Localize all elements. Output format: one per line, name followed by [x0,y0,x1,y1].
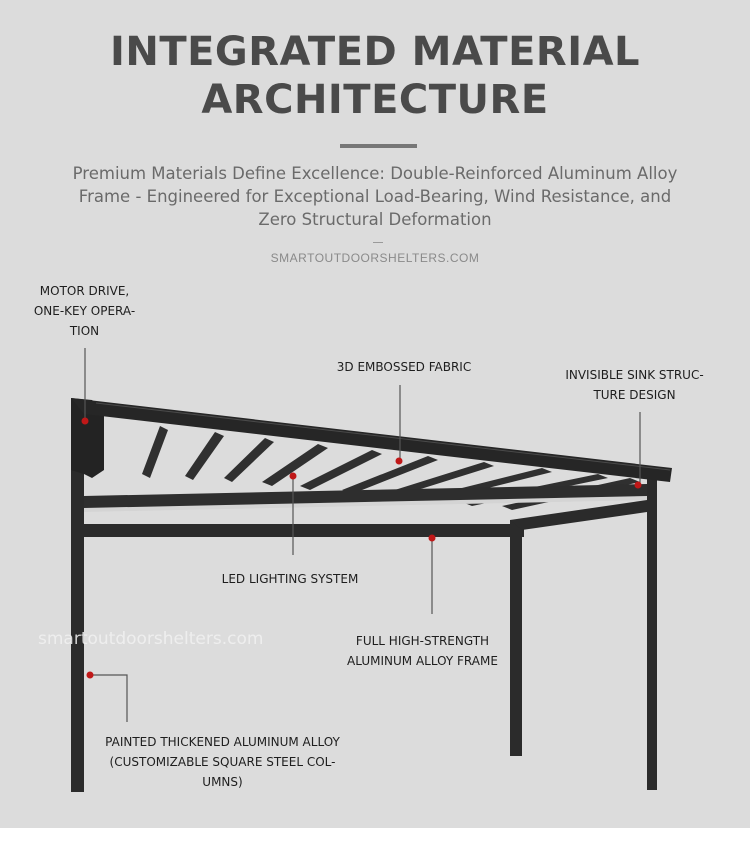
right-column [647,478,657,790]
title-line-2: ARCHITECTURE [201,77,549,123]
marker-motor [82,418,89,425]
callout-led-lighting: LED LIGHTING SYSTEM [221,572,359,586]
marker-frame [429,535,436,542]
callout-embossed-fabric: 3D EMBOSSED FABRIC [336,360,472,374]
subtitle: Premium Materials Define Excellence: Double-Reinforced Aluminum Alloy Frame - Engineered for Exceptional Load-Bearing, Wind Resistance, and Zero Structural Deformation [72,164,678,229]
title-line-1: INTEGRATED MATERIAL [109,29,641,75]
lower-front-beam [84,524,524,537]
callout-aluminum-frame: FULL HIGH-STRENGTH ALUMINUM ALLOY FRAME [347,634,498,668]
callout-sink-structure: INVISIBLE SINK STRUC- TURE DESIGN [565,368,704,402]
callout-column: PAINTED THICKENED ALUMINUM ALLOY (CUSTOMIZABLE SQUARE STEEL COL- UMNS) [105,735,340,789]
website-text: SMARTOUTDOORSHELTERS.COM [270,251,480,265]
marker-sink [635,482,642,489]
callout-motor-drive: MOTOR DRIVE, ONE-KEY OPERA- TION [33,284,136,338]
marker-column [87,672,94,679]
marker-led [290,473,297,480]
marker-fabric [396,458,403,465]
watermark-text: smartoutdoorshelters.com [38,629,264,649]
